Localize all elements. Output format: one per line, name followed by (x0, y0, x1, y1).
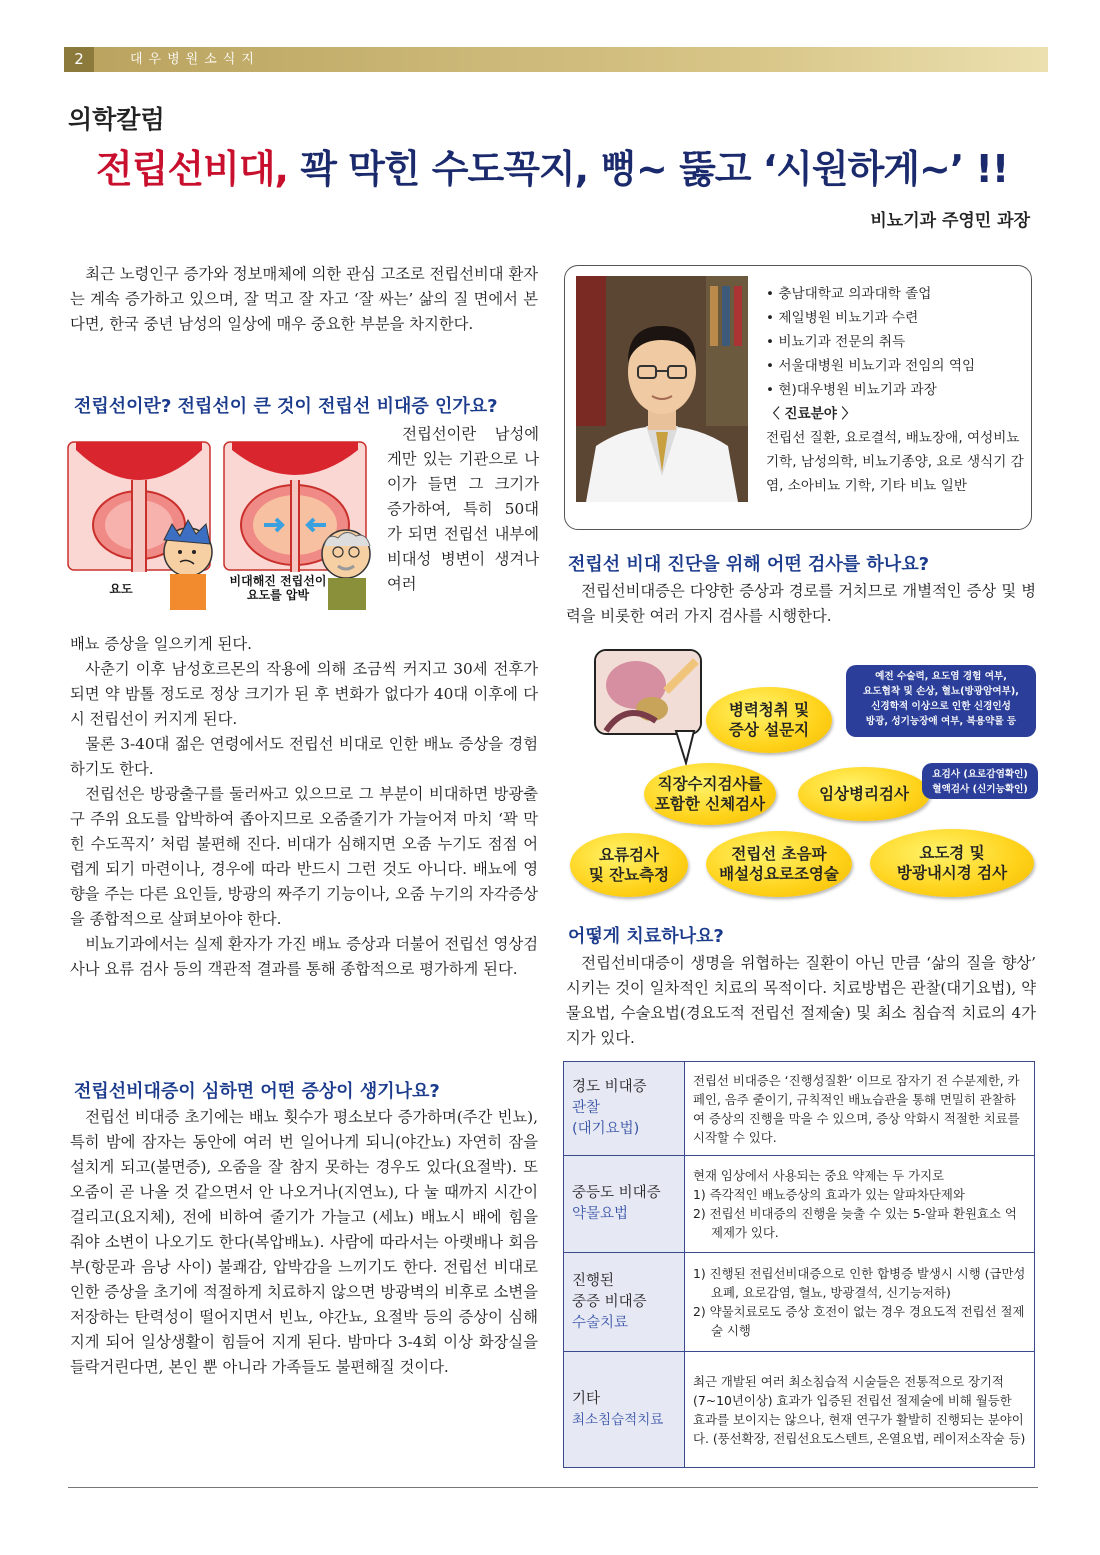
diagnosis-diagram (566, 643, 1038, 905)
description-cell (685, 1156, 1035, 1253)
article-title (96, 138, 1008, 193)
section2-heading: 전립선비대증이 심하면 어떤 증상이 생기나요? (74, 1081, 440, 1102)
continue-text: 배뇨 증상을 일으키게 된다. (70, 635, 252, 653)
section1-heading: 전립선이란? 전립선이 큰 것이 전립선 비대증 인가요? (74, 396, 498, 417)
paragraph-4: 비뇨기과에서는 실제 환자가 가진 배뇨 증상과 더불어 전립선 영상검사나 요류 검사 등의 객관적 결과를 통해 종합적으로 평가하게 된다. (70, 935, 538, 978)
figure-caption-enlarged: 비대해진 전립선이 요도를 압박 (229, 574, 327, 602)
page-number: 2 (64, 47, 94, 72)
profile-bio (766, 282, 1028, 498)
rectal-exam-bubble: 직장수지검사를 포함한 신체검사 (644, 763, 776, 825)
description-line: 현재 임상에서 사용되는 중요 약제는 두 가지로 (693, 1168, 945, 1183)
intro-text: 최근 노령인구 증가와 정보매체에 의한 관심 고조로 전립선비대 환자는 계속 증가하고 있으며, 잘 먹고 잘 자고 ‘잘 싸는’ 삶의 질 면에서 본다면, 한국 중년 남성의 일상에 매우 중요한 부분을 차지한다. (70, 265, 538, 333)
figure-caption-normal: 요도 (109, 582, 133, 596)
publication-name: 대우병원소식지 (130, 52, 260, 67)
category-cell (564, 1352, 685, 1468)
field-list: 전립선 질환, 요로결석, 배뇨장애, 여성비뇨기학, 남성의학, 비뇨기종양, 요로 생식기 감염, 소아비뇨 기학, 기타 비뇨 일반 (766, 430, 1024, 494)
history-bubble: 병력청취 및 증상 설문지 (706, 687, 832, 753)
description-line: 최근 개발된 여러 최소침습적 시술들은 전통적으로 장기적(7~10년이상) 효과가 입증된 전립선 절제술에 비해 월등한 효과를 보이지는 않으나, 현재 연구가 활발히 진행되는 분야이다. (풍선확장, 전립선요도스텐트, 온열요법, 레이저소작술 등) (693, 1373, 1026, 1446)
cystoscopy-bubble: 요도경 및 방광내시경 검사 (870, 829, 1034, 897)
category-method: 관찰 (대기요법) (572, 1100, 640, 1137)
paragraph-2: 물론 3-40대 젊은 연령에서도 전립선 비대로 인한 배뇨 증상을 경험하기도 한다. (70, 735, 538, 778)
section2-body (70, 1105, 538, 1380)
category-name: 진행된 중증 비대증 (572, 1272, 647, 1310)
description-line: 전립선 비대증은 ‘진행성질환’ 이므로 잠자기 전 수분제한, 카페인, 음주 줄이기, 규칙적인 배뇨습관을 통해 면밀히 관찰하여 증상의 진행을 막을 수 있으며, 증상 악화시 적절한 치료를 시작할 수 있다. (693, 1072, 1020, 1145)
section4-heading: 어떻게 치료하나요? (568, 926, 724, 947)
paragraph-1: 사춘기 이후 남성호르몬의 작용에 의해 조금씩 커지고 30세 전후가 되면 약 밤톨 정도로 정상 크기가 된 후 변화가 없다가 40대 이후에 다시 전립선이 커지게 된다. (70, 660, 538, 728)
doctor-portrait (576, 276, 748, 502)
paragraph-3: 전립선은 방광출구를 둘러싸고 있으므로 그 부분이 비대하면 방광출구 주위 요도를 압박하여 좁아지므로 오줌줄기가 가늘어져 마치 ‘꽉 막힌 수도꼭지’ 처럼 불편해 진다. 비대가 심해지면 오줌 누기도 점점 어렵게 되기 마련이나, 경우에 따라 반드시 그런 것도 아니다. 배뇨에 영향을 주는 다른 요인들, 방광의 짜주기 기능이나, 오줌 누기의 자각증상을 종합적으로 살펴보아야 한다. (70, 785, 538, 928)
description-line: 2) 약물치료로도 증상 호전이 없는 경우 경요도적 전립선 절제술 시행 (693, 1304, 1025, 1338)
section3-heading: 전립선 비대 진단을 위해 어떤 검사를 하나요? (568, 554, 930, 575)
section1-side-text (387, 422, 539, 597)
description-cell (685, 1352, 1035, 1468)
lab-test-bubble: 임상병리검사 (798, 767, 930, 821)
symptoms-text: 전립선 비대증 초기에는 배뇨 횟수가 평소보다 증가하며(주간 빈뇨), 특히 밤에 잠자는 동안에 여러 번 일어나게 되니(야간뇨) 자연히 잠을 설치게 되고(불면증), 오줌을 잘 참지 못하는 경우도 있다(요절박). 또 오줌이 곧 나올 것 같으면서 안 나오거나(지연뇨), 다 눌 때까지 시간이 걸리고(요지체), 전에 비하여 줄기가 가늘고 (세뇨) 배뇨시 배에 힘을 줘야 소변이 나오기도 한다(복압배뇨). 사람에 따라서는 아랫배나 회음부(항문과 음낭 사이) 불쾌감, 압박감을 느끼기도 한다. 전립선 비대로 인한 증상을 초기에 적절하게 치료하지 않으면 방광벽의 비후로 소변을 저장하는 탄력성이 떨어지면서 빈뇨, 야간뇨, 요절박 등의 증상이 심해지게 되어 일상생활이 힘들어 지게 된다. 밤마다 3-4회 이상 화장실을 들락거린다면, 본인 뿐 아니라 가족들도 불편해질 것이다. (70, 1108, 538, 1376)
category-cell (564, 1156, 685, 1253)
description-line: 1) 진행된 전립선비대증으로 인한 합병증 발생시 시행 (급만성 요폐, 요로감염, 혈뇨, 방광결석, 신기능저하) (693, 1266, 1026, 1300)
table-row (564, 1352, 1035, 1468)
side-text: 전립선이란 남성에게만 있는 기관으로 나이가 들면 그 크기가 증가하여, 특히 50대가 되면 전립선 내부에 비대성 병변이 생겨나 여러 (387, 425, 539, 593)
category-method: 최소침습적치료 (572, 1411, 664, 1428)
description-line: 2) 전립선 비대증의 진행을 늦출 수 있는 5-알파 환원효소 억제제가 있다. (693, 1206, 1017, 1240)
treatment-text: 전립선비대증이 생명을 위협하는 질환이 아닌 만큼 ‘삶의 질을 향상’ 시키는 것이 일차적인 치료의 목적이다. 치료방법은 관찰(대기요법), 약물요법, 수술요법(경요도적 전립선 절제술) 및 최소 침습적 치료의 4가지가 있다. (566, 954, 1036, 1047)
prostate-illustration (66, 440, 374, 610)
author-byline: 비뇨기과 주영민 과장 (870, 211, 1030, 231)
bio-item: • 제일병원 비뇨기과 수련 (766, 310, 919, 326)
description-cell (685, 1062, 1035, 1156)
category-method: 약물요법 (572, 1206, 629, 1222)
diagnosis-text: 전립선비대증은 다양한 증상과 경로를 거치므로 개별적인 증상 및 병력을 비롯한 여러 가지 검사를 시행한다. (566, 582, 1036, 625)
category-cell (564, 1253, 685, 1352)
table-row (564, 1253, 1035, 1352)
footer-rule (68, 1487, 1038, 1488)
intro-paragraph (70, 262, 538, 337)
lab-detail-box: 요검사 (요로감염확인) 혈액검사 (신기능확인) (922, 763, 1038, 799)
section4-body (566, 951, 1036, 1051)
description-cell (685, 1253, 1035, 1352)
table-row (564, 1156, 1035, 1253)
category-name: 경도 비대증 (572, 1079, 647, 1095)
field-label: 〈 진료분야 〉 (766, 406, 856, 422)
category-cell (564, 1062, 685, 1156)
section3-body (566, 579, 1036, 629)
title-main: 전립선비대, (96, 147, 288, 191)
category-name: 중등도 비대증 (572, 1185, 661, 1201)
history-detail-box: 예전 수술력, 요도염 경험 여부, 요도협착 및 손상, 혈뇨(방광암여부), 신경학적 이상으로 인한 신경인성 방광, 성기능장애 여부, 복용약물 등 (846, 665, 1036, 737)
uroflow-bubble: 요류검사 및 잔뇨측정 (570, 833, 688, 897)
description-line: 1) 즉각적인 배뇨증상의 효과가 있는 알파차단제와 (693, 1187, 965, 1202)
column-kicker: 의학칼럼 (68, 105, 165, 134)
table-row (564, 1062, 1035, 1156)
treatment-table (563, 1061, 1035, 1468)
section1-body (70, 632, 538, 982)
doctor-photo (576, 276, 748, 502)
bio-item: • 현)대우병원 비뇨기과 과장 (766, 382, 937, 398)
category-name: 기타 (572, 1390, 601, 1407)
category-method: 수술치료 (572, 1314, 629, 1331)
bio-item: • 서울대병원 비뇨기과 전임의 역임 (766, 358, 976, 374)
title-sub: 꽉 막힌 수도꼭지, 뻥~ 뚫고 ‘시원하게~’ !! (287, 147, 1009, 191)
bio-item: • 충남대학교 의과대학 졸업 (766, 286, 932, 302)
ultrasound-bubble: 전립선 초음파 배설성요로조영술 (706, 831, 852, 897)
bio-item: • 비뇨기과 전문의 취득 (766, 334, 906, 350)
